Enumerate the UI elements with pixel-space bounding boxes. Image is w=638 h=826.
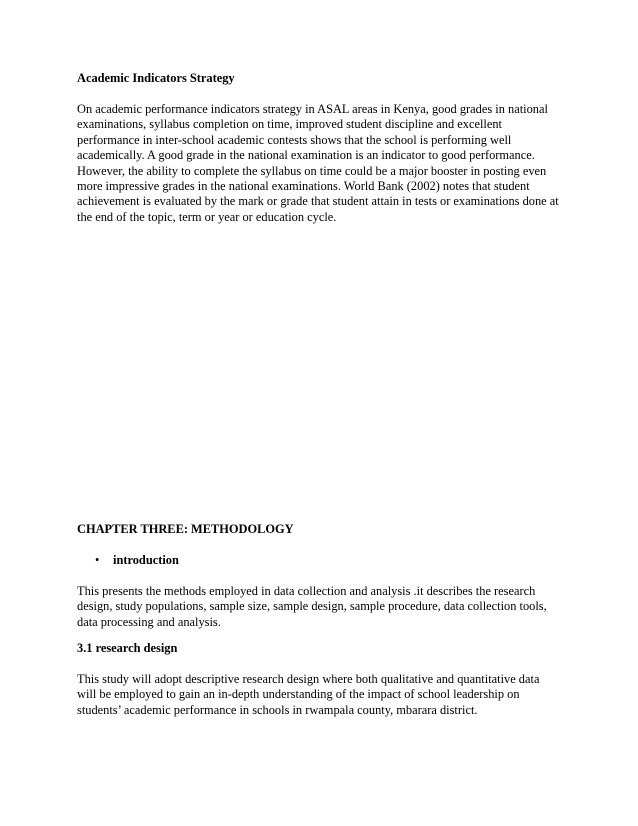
paragraph-line: academically. A good grade in the national examination is an indicator to good performance. bbox=[77, 148, 535, 163]
paragraph-line: examinations, syllabus completion on time, improved student discipline and excellent bbox=[77, 117, 502, 132]
bullet-label: introduction bbox=[113, 553, 179, 567]
paragraph-line: more impressive grades in the national examinations. World Bank (2002) notes that student bbox=[77, 179, 530, 194]
bullet-icon: • bbox=[95, 553, 100, 567]
chapter-heading: CHAPTER THREE: METHODOLOGY bbox=[77, 522, 294, 536]
paragraph-line: data processing and analysis. bbox=[77, 614, 221, 629]
paragraph-line: performance in inter-school academic contests shows that the school is performing well bbox=[77, 132, 512, 147]
paragraph-line: This study will adopt descriptive research design where both qualitative and quantitative data bbox=[77, 672, 540, 686]
section-heading-academic-indicators: Academic Indicators Strategy bbox=[77, 71, 235, 85]
bullet-item-introduction bbox=[95, 553, 179, 568]
methodology-intro-paragraph bbox=[77, 584, 569, 630]
paragraph-line: will be employed to gain an in-depth understanding of the impact of school leadership on bbox=[77, 687, 520, 702]
paragraph-line: achievement is evaluated by the mark or grade that student attain in tests or examinations done at bbox=[77, 194, 559, 209]
paragraph-line: the end of the topic, term or year or education cycle. bbox=[77, 209, 337, 224]
paragraph-line: This presents the methods employed in data collection and analysis .it describes the research bbox=[77, 584, 536, 598]
research-design-paragraph bbox=[77, 672, 569, 718]
paragraph-line: design, study populations, sample size, sample design, sample procedure, data collection tools, bbox=[77, 599, 547, 614]
paragraph-line: On academic performance indicators strategy in ASAL areas in Kenya, good grades in national bbox=[77, 102, 548, 116]
paragraph-line: students’ academic performance in schools in rwampala county, mbarara district. bbox=[77, 702, 478, 717]
section-heading-research-design: 3.1 research design bbox=[77, 641, 178, 655]
academic-indicators-paragraph bbox=[77, 102, 569, 225]
paragraph-line: However, the ability to complete the syllabus on time could be a major booster in posting even bbox=[77, 163, 547, 178]
